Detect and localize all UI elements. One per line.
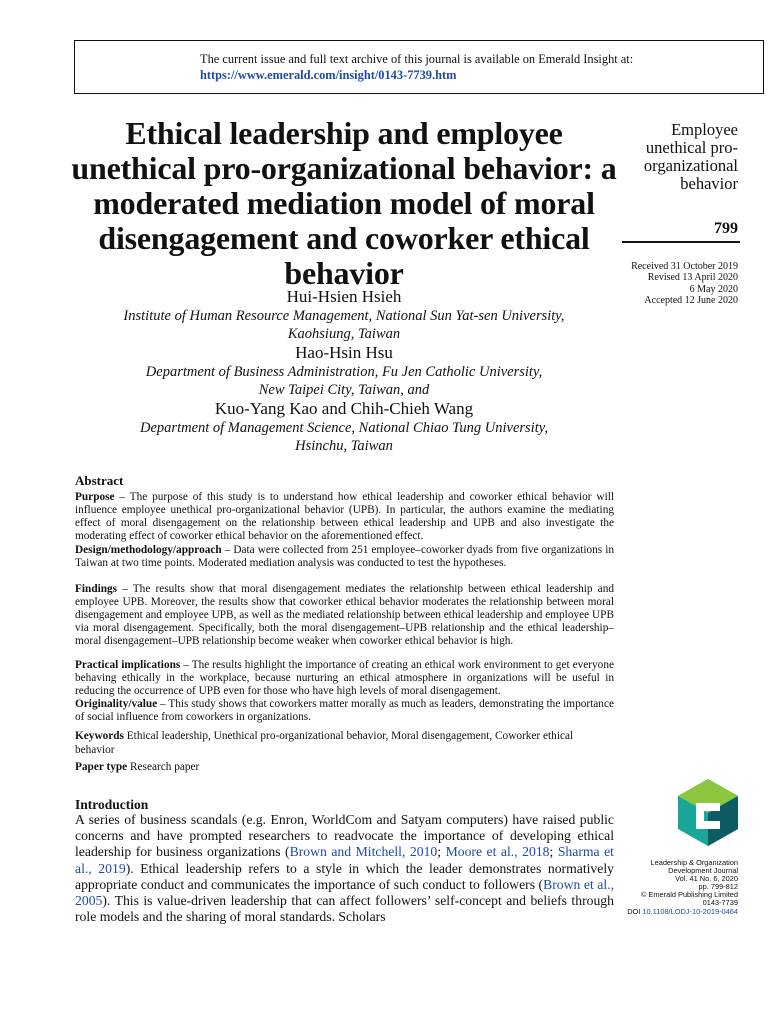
side-divider [622,241,740,243]
citation-link[interactable]: Brown and Mitchell, 2010 [289,844,438,860]
practical-text: – The results highlight the importance of creating an ethical work environment to get everyone behaving ethically in the workplace, because nurturing an ethical atmosphere in organizations will be useful in reducing the occurrence of UPB even for those who have high levels of moral disengagement. [75,659,614,698]
originality-label: Originality/value [75,698,158,710]
archive-url-link[interactable]: https://www.emerald.com/insight/0143-7739.htm [200,68,457,82]
journal-name: Development Journal [668,866,738,876]
doi-label: DOI [627,906,643,916]
author-affiliation [70,307,618,343]
affiliation-line: New Taipei City, Taiwan, and [258,382,430,398]
received-date: Received 31 October 2019 [631,261,738,272]
practical-label: Practical implications [75,659,181,671]
intro-text: ). This is value-driven leadership that can affect followers’ self-concept and beliefs through role models and the sharing of moral standards. Scholars [75,893,614,925]
citation-separator: ; [437,844,446,860]
originality-text: – This study shows that coworkers matter morally as much as leaders, demonstrating the importance of social influence from coworkers in organizations. [75,698,614,724]
keywords-label: Keywords [75,730,124,742]
introduction-heading: Introduction [75,797,149,812]
citation-separator: ; [549,844,558,860]
affiliation-line: Institute of Human Resource Management, National Sun Yat-sen University, [123,308,565,324]
author-name: Hui-Hsien Hsieh [286,287,402,306]
abstract-purpose [75,491,614,543]
purpose-text: – The purpose of this study is to understand how ethical leadership and coworker ethical behavior will influence employee unethical pro-organizational behavior (UPB). In particular, the authors examine the mediating effect of moral disengagement on the relationship between ethical leadership and UPB and also investigate the moderating effect of coworker ethical behavior on the aforementioned effect. [75,491,614,543]
abstract-findings [75,583,614,648]
affiliation-line: Hsinchu, Taiwan [295,438,393,454]
findings-text: – The results show that moral disengagement mediates the relationship between ethical leadership and employee UPB. Moreover, the results show that coworker ethical behavior moderates the relationship between moral disengagement and employee UPB, as well as the mediated relationship between ethical leadership and employee UPB via moral disengagement. Specifically, both the moral disengagement–UPB relationship and the ethical leadership–moral disengagement–UPB relationship become weaker when coworker ethical behavior is high. [75,583,614,648]
paper-type-text: Research paper [127,761,200,773]
journal-info [600,859,738,916]
abstract-originality [75,698,614,724]
running-title: Employee unethical pro-organizational behavior [643,120,738,193]
author-affiliation [70,363,618,399]
intro-text: A series of business scandals (e.g. Enron, WorldCom and Satyam computers) have raised public concerns and have prompted researchers to readvocate the importance of developing ethical leadership for business organizations ( [75,812,614,860]
design-text: – Data were collected from 251 employee–coworker dyads from five organizations in Taiwan at two time points. Moderated mediation analysis was conducted to test the hypotheses. [75,544,614,570]
findings-label: Findings [75,583,118,595]
revised-date: Revised 13 April 2020 [647,272,738,284]
journal-doi [600,908,738,916]
submission-dates [600,261,738,306]
keywords-text: Ethical leadership, Unethical pro-organizational behavior, Moral disengagement, Coworker ethical behavior [75,730,574,756]
archive-notice [200,51,633,83]
accepted-date: Accepted 12 June 2020 [644,294,738,306]
intro-text: ). Ethical leadership refers to a style in which the leader demonstrates normatively appropriate conduct and communicates the importance of such conduct to followers ( [75,860,614,892]
doi-link[interactable]: 10.1108/LODJ-10-2019-0464 [642,906,738,916]
author-name: Hao-Hsin Hsu [295,343,393,362]
journal-issn: 0143-7739 [702,898,738,908]
page-number: 799 [714,220,738,237]
archive-notice-box [74,40,764,94]
abstract-practical [75,659,614,698]
purpose-label: Purpose [75,491,115,503]
citation-link[interactable]: Sharma et al., 2019 [75,844,614,876]
design-label: Design/methodology/approach [75,544,222,556]
archive-notice-text: The current issue and full text archive of this journal is available on Emerald Insight at: [200,52,634,66]
journal-pages: pp. 799-812 [698,882,738,892]
affiliation-line: Kaohsiung, Taiwan [287,326,401,342]
author-affiliation [70,419,618,455]
paper-title: Ethical leadership and employee unethical pro-organizational behavior: a moderated mediation model of moral disengagement and coworker ethical behavior [71,115,617,291]
abstract-heading: Abstract [75,473,124,488]
introduction-paragraph [75,812,614,925]
affiliation-line: Department of Business Administration, Fu Jen Catholic University, [145,364,543,380]
abstract-design [75,544,614,570]
journal-logo-icon [676,777,740,847]
keywords [75,729,614,757]
author-name: Kuo-Yang Kao and Chih-Chieh Wang [214,399,474,418]
paper-type-label: Paper type [75,761,128,773]
paper-type [75,760,614,774]
affiliation-line: Department of Management Science, National Chiao Tung University, [140,420,548,436]
journal-volume: Vol. 41 No. 6, 2020 [675,874,738,884]
journal-name: Leadership & Organization [650,858,738,867]
journal-publisher: © Emerald Publishing Limited [640,890,738,900]
citation-link[interactable]: Brown et al., 2005 [75,876,614,909]
revised-date-2: 6 May 2020 [689,283,738,295]
citation-link[interactable]: Moore et al., 2018 [445,844,550,860]
